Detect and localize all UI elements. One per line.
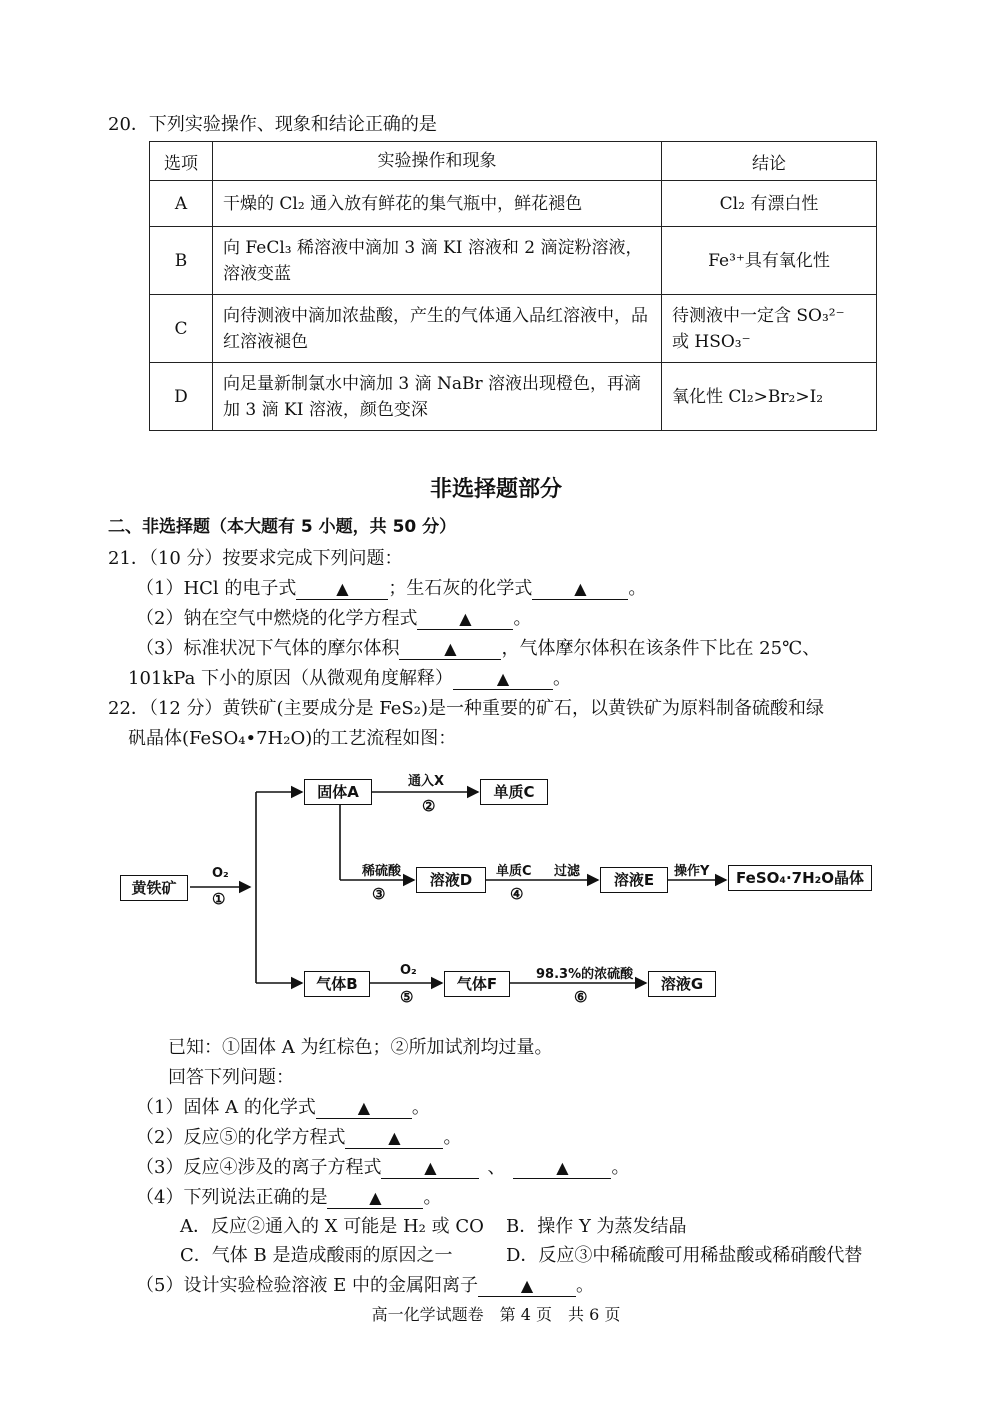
blank-mark: ▲ (336, 579, 349, 598)
label-o2-1: O₂ (212, 866, 229, 881)
label-dilute-acid: 稀硫酸 (362, 864, 402, 879)
box-solution-d: 溶液D (416, 867, 486, 893)
row-conclusion: 氧化性 Cl₂>Br₂>I₂ (662, 363, 877, 431)
blank-mark: ▲ (369, 1188, 382, 1207)
question-20-title: 20．下列实验操作、现象和结论正确的是 (108, 114, 437, 135)
part-text: （3）标准状况下气体的摩尔体积 (136, 638, 400, 659)
step-3: ③ (372, 885, 386, 903)
part-text: （4）下列说法正确的是 (136, 1187, 328, 1208)
part-end: 。 (513, 608, 532, 629)
blank-mark: ▲ (556, 1158, 569, 1177)
option-d: D．反应③中稀硫酸可用稀盐酸或稀硝酸代替 (506, 1245, 863, 1266)
step-1: ① (212, 890, 226, 908)
box-simple-c: 单质C (480, 779, 548, 805)
blank-mark: ▲ (496, 669, 510, 688)
row-option: D (150, 363, 213, 431)
box-solution-g: 溶液G (648, 971, 716, 997)
part-end: 。 (628, 578, 647, 599)
row-operation: 向待测液中滴加浓盐酸，产生的气体通入品红溶液中，品红溶液褪色 (213, 295, 662, 363)
row-operation: 干燥的 Cl₂ 通入放有鲜花的集气瓶中，鲜花褪色 (213, 181, 662, 227)
row-option: C (150, 295, 213, 363)
option-a: A．反应②通入的 X 可能是 H₂ 或 CO (180, 1216, 484, 1237)
header-option: 选项 (150, 142, 213, 181)
step-2: ② (422, 797, 436, 815)
blank-mark: ▲ (424, 1158, 437, 1177)
answer-blank[interactable] (381, 1158, 479, 1179)
row-conclusion: 待测液中一定含 SO₃²⁻ 或 HSO₃⁻ (662, 295, 877, 363)
row-conclusion: Cl₂ 有漂白性 (662, 181, 877, 227)
label-simple-c: 单质C (496, 864, 532, 879)
question-22-answer-prompt: 回答下列问题： (168, 1067, 294, 1088)
blank-mark: ▲ (444, 639, 457, 658)
box-gas-b: 气体B (304, 971, 370, 997)
answer-blank[interactable] (316, 1098, 412, 1119)
row-option: A (150, 181, 213, 227)
section-subtitle: 二、非选择题（本大题有 5 小题，共 50 分） (108, 517, 457, 537)
step-6: ⑥ (574, 988, 588, 1006)
label-x: 通入X (408, 774, 445, 789)
box-solution-e: 溶液E (600, 867, 668, 893)
question-22-part-5 (136, 1271, 594, 1297)
part-sep: 、 (487, 1157, 506, 1178)
option-b: B．操作 Y 为蒸发结晶 (506, 1216, 687, 1237)
part-text: （2）反应⑤的化学方程式 (136, 1127, 346, 1148)
answer-blank[interactable] (478, 1276, 576, 1297)
label-conc-acid: 98.3%的浓硫酸 (536, 967, 634, 982)
part-text: ，气体摩尔体积在该条件下比在 25℃、 (501, 638, 821, 659)
part-end: 。 (553, 668, 572, 689)
box-solid-a: 固体A (304, 779, 372, 805)
row-operation: 向足量新制氯水中滴加 3 滴 NaBr 溶液出现橙色，再滴加 3 滴 KI 溶液，颜色变深 (213, 363, 662, 431)
part-end: 。 (611, 1157, 630, 1178)
part-end: 。 (423, 1187, 442, 1208)
question-22-part-2 (136, 1123, 461, 1149)
row-conclusion: Fe³⁺具有氧化性 (662, 227, 877, 295)
question-22-known: 已知：①固体 A 为红棕色；②所加试剂均过量。 (168, 1037, 553, 1058)
part-end: 。 (411, 1097, 430, 1118)
answer-blank[interactable] (345, 1128, 443, 1149)
row-option: B (150, 227, 213, 295)
step-5: ⑤ (400, 988, 414, 1006)
part-text: （2）钠在空气中燃烧的化学方程式 (136, 608, 418, 629)
question-21-title: 21．（10 分）按要求完成下列问题： (108, 548, 403, 569)
label-filter: 过滤 (554, 864, 581, 879)
blank-mark: ▲ (357, 1098, 371, 1117)
step-4: ④ (510, 885, 524, 903)
blank-mark: ▲ (520, 1276, 534, 1295)
box-gas-f: 气体F (444, 971, 510, 997)
part-text: ；生石灰的化学式 (388, 578, 533, 599)
question-22-part-3 (136, 1153, 629, 1179)
question-22-title: 22．（12 分）黄铁矿(主要成分是 FeS₂)是一种重要的矿石，以黄铁矿为原料制备硫酸和绿 (108, 698, 824, 719)
box-product: FeSO₄·7H₂O晶体 (728, 865, 872, 891)
question-22-title-cont: 矾晶体(FeSO₄•7H₂O)的工艺流程如图： (128, 728, 457, 749)
part-end: 。 (576, 1275, 595, 1296)
part-text: （5）设计实验检验溶液 E 中的金属阳离子 (136, 1275, 479, 1296)
blank-mark: ▲ (574, 579, 587, 598)
blank-mark: ▲ (388, 1128, 401, 1147)
label-operation-y: 操作Y (674, 864, 710, 879)
answer-blank[interactable] (513, 1158, 611, 1179)
question-22-part-4 (136, 1183, 441, 1209)
box-ore: 黄铁矿 (120, 875, 188, 901)
row-operation: 向 FeCl₃ 稀溶液中滴加 3 滴 KI 溶液和 2 滴淀粉溶液，溶液变蓝 (213, 227, 662, 295)
part-text: （3）反应④涉及的离子方程式 (136, 1157, 382, 1178)
answer-blank[interactable] (327, 1188, 423, 1209)
label-o2-5: O₂ (400, 963, 417, 978)
section-title: 非选择题部分 (429, 477, 562, 502)
option-c: C．气体 B 是造成酸雨的原因之一 (180, 1245, 453, 1266)
page-footer: 高一化学试题卷 第 4 页 共 6 页 (371, 1305, 621, 1324)
header-conclusion: 结论 (662, 142, 877, 181)
part-end: 。 (443, 1127, 462, 1148)
header-operation: 实验操作和现象 (213, 142, 662, 181)
blank-mark: ▲ (459, 609, 472, 628)
question-22-part-1 (136, 1093, 430, 1119)
part-text: （1）固体 A 的化学式 (136, 1097, 316, 1118)
part-text: （1）HCl 的电子式 (136, 578, 297, 599)
part-text: 101kPa 下小的原因（从微观角度解释） (128, 668, 454, 689)
